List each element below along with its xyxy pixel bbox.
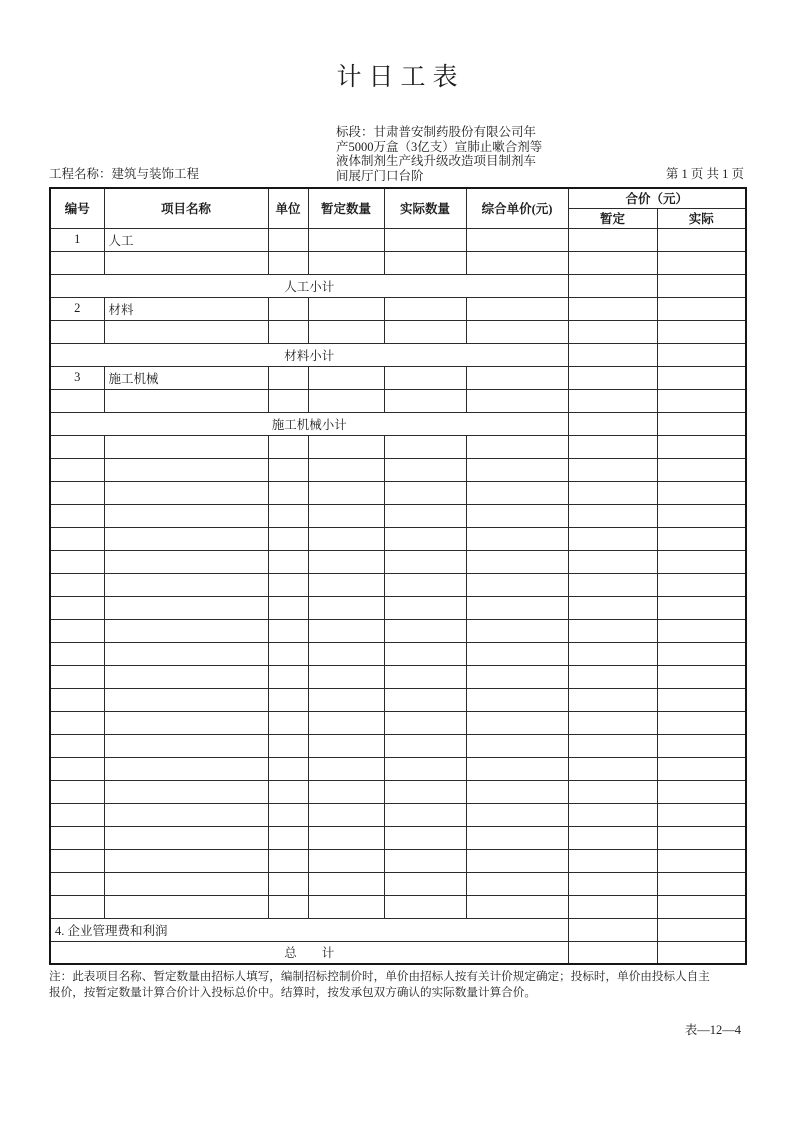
value-cell xyxy=(568,826,657,849)
col-header-total-tentative: 暂定 xyxy=(568,208,657,228)
item-no-cell xyxy=(50,251,104,274)
summary-actual-amount-cell xyxy=(657,918,746,941)
blank-row xyxy=(50,435,746,458)
value-cell xyxy=(657,550,746,573)
item-name-cell: 施工机械 xyxy=(104,366,268,389)
page-title: 计日工表 xyxy=(336,64,465,91)
item-name-cell xyxy=(104,481,268,504)
value-cell xyxy=(308,320,384,343)
blank-row xyxy=(50,320,746,343)
summary-tentative-amount-cell xyxy=(568,918,657,941)
item-no-cell: 1 xyxy=(50,228,104,251)
value-cell xyxy=(657,297,746,320)
item-no-cell xyxy=(50,481,104,504)
summary-actual-amount-cell xyxy=(657,343,746,366)
value-cell xyxy=(308,251,384,274)
col-header-unit-price: 综合单价(元) xyxy=(466,188,568,228)
value-cell xyxy=(268,780,308,803)
value-cell xyxy=(384,297,466,320)
value-cell xyxy=(657,389,746,412)
value-cell xyxy=(384,389,466,412)
summary-row xyxy=(50,412,746,435)
col-header-actual-qty: 实际数量 xyxy=(384,188,466,228)
value-cell xyxy=(384,435,466,458)
blank-row xyxy=(50,688,746,711)
item-no-cell xyxy=(50,596,104,619)
blank-row xyxy=(50,504,746,527)
value-cell xyxy=(384,895,466,918)
item-name-cell xyxy=(104,619,268,642)
item-row xyxy=(50,297,746,320)
value-cell xyxy=(568,297,657,320)
col-header-tentative-qty: 暂定数量 xyxy=(308,188,384,228)
value-cell xyxy=(384,642,466,665)
value-cell xyxy=(268,228,308,251)
value-cell xyxy=(568,527,657,550)
footnote-line: 注：此表项目名称、暂定数量由招标人填写，编制招标控制价时，单价由招标人按有关计价规定确定；投标时，单价由投标人自主 xyxy=(49,970,710,983)
item-name-cell xyxy=(104,734,268,757)
blank-row xyxy=(50,803,746,826)
value-cell xyxy=(466,550,568,573)
value-cell xyxy=(268,297,308,320)
value-cell xyxy=(308,872,384,895)
summary-actual-amount-cell xyxy=(657,412,746,435)
item-name-cell xyxy=(104,665,268,688)
value-cell xyxy=(384,826,466,849)
value-cell xyxy=(308,895,384,918)
item-no-cell xyxy=(50,780,104,803)
value-cell xyxy=(384,573,466,596)
summary-label-cell: 总 计 xyxy=(50,941,568,964)
daywork-table-body xyxy=(50,228,746,964)
blank-row xyxy=(50,665,746,688)
document-meta xyxy=(49,121,745,183)
value-cell xyxy=(384,780,466,803)
value-cell xyxy=(657,711,746,734)
value-cell xyxy=(268,665,308,688)
value-cell xyxy=(308,780,384,803)
col-header-total-actual: 实际 xyxy=(657,208,746,228)
value-cell xyxy=(308,297,384,320)
value-cell xyxy=(568,780,657,803)
value-cell xyxy=(466,780,568,803)
value-cell xyxy=(657,596,746,619)
value-cell xyxy=(466,573,568,596)
value-cell xyxy=(308,619,384,642)
value-cell xyxy=(466,849,568,872)
blank-row xyxy=(50,596,746,619)
value-cell xyxy=(268,619,308,642)
value-cell xyxy=(657,228,746,251)
summary-actual-amount-cell xyxy=(657,274,746,297)
item-name-cell: 人工 xyxy=(104,228,268,251)
blank-row xyxy=(50,849,746,872)
value-cell xyxy=(657,872,746,895)
value-cell xyxy=(466,435,568,458)
value-cell xyxy=(384,849,466,872)
bid-section-line: 产5000万盒（3亿支）宣肺止嗽合剂等 xyxy=(336,139,543,154)
blank-row xyxy=(50,619,746,642)
blank-row xyxy=(50,711,746,734)
summary-tentative-amount-cell xyxy=(568,343,657,366)
footnote xyxy=(49,969,745,1000)
value-cell xyxy=(466,228,568,251)
value-cell xyxy=(268,366,308,389)
value-cell xyxy=(268,688,308,711)
value-cell xyxy=(657,780,746,803)
value-cell xyxy=(268,550,308,573)
value-cell xyxy=(308,550,384,573)
value-cell xyxy=(384,688,466,711)
value-cell xyxy=(568,872,657,895)
summary-label-cell: 施工机械小计 xyxy=(50,412,568,435)
value-cell xyxy=(384,550,466,573)
value-cell xyxy=(384,711,466,734)
item-no-cell xyxy=(50,872,104,895)
value-cell xyxy=(308,665,384,688)
value-cell xyxy=(308,228,384,251)
item-name-cell xyxy=(104,251,268,274)
value-cell xyxy=(308,688,384,711)
summary-label-cell: 人工小计 xyxy=(50,274,568,297)
value-cell xyxy=(568,435,657,458)
item-no-cell: 2 xyxy=(50,297,104,320)
value-cell xyxy=(657,688,746,711)
page-number-label: 第 1 页 共 1 页 xyxy=(665,167,744,181)
item-name-cell xyxy=(104,458,268,481)
value-cell xyxy=(466,688,568,711)
value-cell xyxy=(466,665,568,688)
item-name-cell: 材料 xyxy=(104,297,268,320)
value-cell xyxy=(657,665,746,688)
value-cell xyxy=(657,481,746,504)
value-cell xyxy=(268,849,308,872)
value-cell xyxy=(308,435,384,458)
value-cell xyxy=(268,573,308,596)
value-cell xyxy=(384,665,466,688)
value-cell xyxy=(384,366,466,389)
item-name-cell xyxy=(104,389,268,412)
value-cell xyxy=(466,711,568,734)
item-no-cell xyxy=(50,849,104,872)
value-cell xyxy=(568,228,657,251)
item-no-cell xyxy=(50,642,104,665)
item-no-cell: 3 xyxy=(50,366,104,389)
item-name-cell xyxy=(104,573,268,596)
value-cell xyxy=(568,573,657,596)
value-cell xyxy=(308,481,384,504)
value-cell xyxy=(308,803,384,826)
item-no-cell xyxy=(50,573,104,596)
item-no-cell xyxy=(50,435,104,458)
value-cell xyxy=(308,458,384,481)
value-cell xyxy=(384,320,466,343)
value-cell xyxy=(466,389,568,412)
value-cell xyxy=(268,389,308,412)
item-no-cell xyxy=(50,665,104,688)
value-cell xyxy=(384,596,466,619)
blank-row xyxy=(50,573,746,596)
value-cell xyxy=(466,366,568,389)
item-no-cell xyxy=(50,826,104,849)
item-name-cell xyxy=(104,642,268,665)
item-name-cell xyxy=(104,711,268,734)
item-no-cell xyxy=(50,389,104,412)
daywork-table xyxy=(49,187,747,965)
blank-row xyxy=(50,251,746,274)
value-cell xyxy=(466,734,568,757)
value-cell xyxy=(568,734,657,757)
summary-row xyxy=(50,918,746,941)
value-cell xyxy=(568,366,657,389)
item-name-cell xyxy=(104,596,268,619)
value-cell xyxy=(268,481,308,504)
item-name-cell xyxy=(104,688,268,711)
value-cell xyxy=(268,757,308,780)
value-cell xyxy=(268,642,308,665)
value-cell xyxy=(568,688,657,711)
item-name-cell xyxy=(104,504,268,527)
value-cell xyxy=(308,711,384,734)
value-cell xyxy=(308,573,384,596)
value-cell xyxy=(657,504,746,527)
item-name-cell xyxy=(104,320,268,343)
item-no-cell xyxy=(50,803,104,826)
item-name-cell xyxy=(104,849,268,872)
value-cell xyxy=(568,596,657,619)
value-cell xyxy=(568,803,657,826)
value-cell xyxy=(308,734,384,757)
value-cell xyxy=(466,826,568,849)
value-cell xyxy=(268,504,308,527)
item-no-cell xyxy=(50,550,104,573)
summary-label-cell: 4. 企业管理费和利润 xyxy=(50,918,568,941)
blank-row xyxy=(50,734,746,757)
summary-row xyxy=(50,941,746,964)
value-cell xyxy=(657,849,746,872)
value-cell xyxy=(384,251,466,274)
value-cell xyxy=(657,826,746,849)
blank-row xyxy=(50,550,746,573)
value-cell xyxy=(657,251,746,274)
value-cell xyxy=(568,849,657,872)
blank-row xyxy=(50,389,746,412)
value-cell xyxy=(308,826,384,849)
blank-row xyxy=(50,527,746,550)
value-cell xyxy=(466,895,568,918)
daywork-table-header xyxy=(50,188,746,228)
value-cell xyxy=(466,527,568,550)
value-cell xyxy=(466,297,568,320)
col-header-name: 项目名称 xyxy=(104,188,268,228)
summary-tentative-amount-cell xyxy=(568,274,657,297)
item-name-cell xyxy=(104,780,268,803)
document-content xyxy=(49,0,745,1038)
value-cell xyxy=(308,389,384,412)
value-cell xyxy=(268,458,308,481)
value-cell xyxy=(268,320,308,343)
item-no-cell xyxy=(50,895,104,918)
item-name-cell xyxy=(104,872,268,895)
value-cell xyxy=(384,527,466,550)
item-no-cell xyxy=(50,619,104,642)
item-no-cell xyxy=(50,734,104,757)
col-header-unit: 单位 xyxy=(268,188,308,228)
value-cell xyxy=(466,320,568,343)
value-cell xyxy=(466,619,568,642)
project-name-label: 工程名称：建筑与装饰工程 xyxy=(49,167,200,181)
value-cell xyxy=(466,458,568,481)
blank-row xyxy=(50,826,746,849)
value-cell xyxy=(568,389,657,412)
value-cell xyxy=(466,504,568,527)
value-cell xyxy=(268,596,308,619)
item-no-cell xyxy=(50,757,104,780)
summary-row xyxy=(50,343,746,366)
value-cell xyxy=(268,872,308,895)
value-cell xyxy=(657,458,746,481)
summary-actual-amount-cell xyxy=(657,941,746,964)
value-cell xyxy=(308,596,384,619)
value-cell xyxy=(384,872,466,895)
value-cell xyxy=(657,573,746,596)
item-name-cell xyxy=(104,826,268,849)
bid-section-line: 标段：甘肃普安制药股份有限公司年 xyxy=(336,125,537,139)
item-no-cell xyxy=(50,688,104,711)
col-header-total-price-group: 合价（元） xyxy=(568,188,746,208)
value-cell xyxy=(568,504,657,527)
value-cell xyxy=(466,642,568,665)
value-cell xyxy=(268,826,308,849)
value-cell xyxy=(568,619,657,642)
value-cell xyxy=(657,734,746,757)
value-cell xyxy=(466,481,568,504)
summary-label-cell: 材料小计 xyxy=(50,343,568,366)
blank-row xyxy=(50,872,746,895)
item-row xyxy=(50,366,746,389)
bid-section-block xyxy=(336,125,542,183)
col-header-no: 编号 xyxy=(50,188,104,228)
value-cell xyxy=(268,251,308,274)
value-cell xyxy=(268,527,308,550)
footnote-line: 报价，按暂定数量计算合价计入投标总价中。结算时，按发承包双方确认的实际数量计算合价。 xyxy=(49,985,536,999)
value-cell xyxy=(568,458,657,481)
value-cell xyxy=(568,757,657,780)
summary-row xyxy=(50,274,746,297)
value-cell xyxy=(268,711,308,734)
blank-row xyxy=(50,780,746,803)
value-cell xyxy=(384,757,466,780)
item-name-cell xyxy=(104,435,268,458)
value-cell xyxy=(308,504,384,527)
value-cell xyxy=(384,504,466,527)
value-cell xyxy=(568,642,657,665)
value-cell xyxy=(657,619,746,642)
item-name-cell xyxy=(104,803,268,826)
value-cell xyxy=(384,481,466,504)
item-name-cell xyxy=(104,757,268,780)
item-no-cell xyxy=(50,504,104,527)
item-row xyxy=(50,228,746,251)
value-cell xyxy=(568,711,657,734)
value-cell xyxy=(568,481,657,504)
blank-row xyxy=(50,458,746,481)
value-cell xyxy=(308,366,384,389)
header-row-1 xyxy=(50,188,746,208)
value-cell xyxy=(384,458,466,481)
blank-row xyxy=(50,757,746,780)
value-cell xyxy=(568,550,657,573)
value-cell xyxy=(384,228,466,251)
value-cell xyxy=(308,757,384,780)
value-cell xyxy=(657,803,746,826)
value-cell xyxy=(466,757,568,780)
item-name-cell xyxy=(104,527,268,550)
value-cell xyxy=(466,251,568,274)
value-cell xyxy=(568,251,657,274)
value-cell xyxy=(268,734,308,757)
value-cell xyxy=(466,596,568,619)
bid-section-line: 液体制剂生产线升级改造项目制剂车 xyxy=(336,154,537,168)
item-name-cell xyxy=(104,895,268,918)
value-cell xyxy=(268,803,308,826)
value-cell xyxy=(657,435,746,458)
item-no-cell xyxy=(50,320,104,343)
value-cell xyxy=(384,619,466,642)
form-code-label: 表—12—4 xyxy=(684,1023,741,1037)
value-cell xyxy=(384,803,466,826)
value-cell xyxy=(657,366,746,389)
value-cell xyxy=(308,849,384,872)
value-cell xyxy=(657,320,746,343)
value-cell xyxy=(568,665,657,688)
bid-section-line: 间展厅门口台阶 xyxy=(336,168,424,183)
blank-row xyxy=(50,895,746,918)
item-name-cell xyxy=(104,550,268,573)
summary-tentative-amount-cell xyxy=(568,412,657,435)
value-cell xyxy=(568,895,657,918)
value-cell xyxy=(657,642,746,665)
item-no-cell xyxy=(50,711,104,734)
value-cell xyxy=(268,435,308,458)
blank-row xyxy=(50,642,746,665)
value-cell xyxy=(308,527,384,550)
value-cell xyxy=(308,642,384,665)
value-cell xyxy=(657,757,746,780)
value-cell xyxy=(657,895,746,918)
value-cell xyxy=(384,734,466,757)
summary-tentative-amount-cell xyxy=(568,941,657,964)
value-cell xyxy=(657,527,746,550)
value-cell xyxy=(568,320,657,343)
value-cell xyxy=(268,895,308,918)
item-no-cell xyxy=(50,527,104,550)
item-no-cell xyxy=(50,458,104,481)
value-cell xyxy=(466,803,568,826)
blank-row xyxy=(50,481,746,504)
value-cell xyxy=(466,872,568,895)
